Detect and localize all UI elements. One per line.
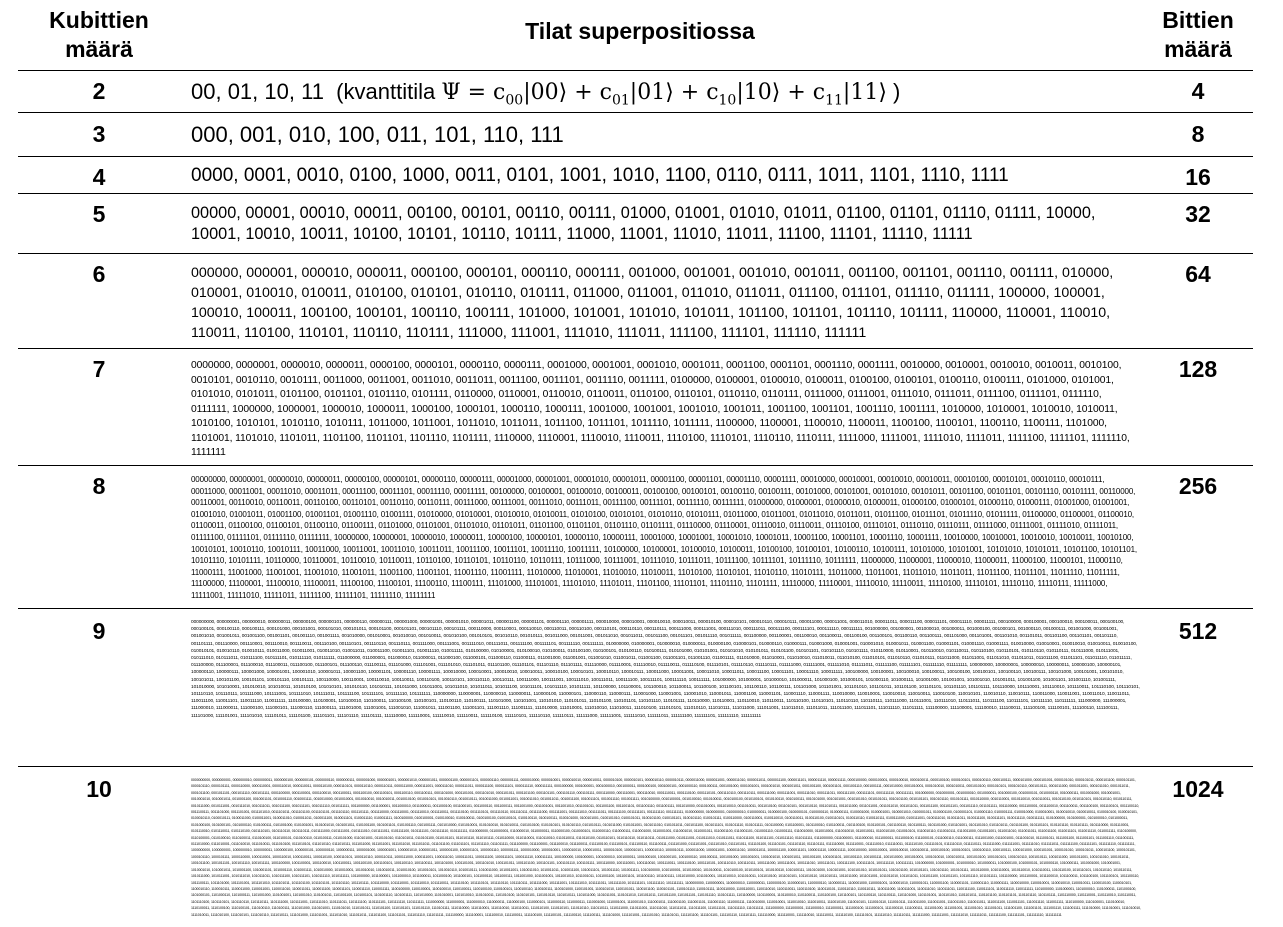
table-row [18, 194, 1253, 254]
bits-column-header: Bittien määrä [1162, 7, 1234, 62]
qubit-count: 7 [92, 356, 106, 382]
qubit-count: 8 [92, 473, 106, 499]
table-row [18, 466, 1253, 609]
bit-count: 64 [1185, 261, 1211, 287]
table-row [18, 113, 1253, 157]
qubit-state-table [18, 0, 1253, 927]
states-cell: 0000000000, 0000000001, 0000000010, 0000000011, 0000000100, 0000000101, 0000000110, 0000000111, 0000001000, 0000001001, 0000001010, 0000001011, 0000001100, 0000001101, 0000001110, 0000001111, 0000010000, 0000010001, 0000010010, 0000010011, 0000010100, 0000010101, 0000010110, 0000010111, 0000011000, 0000011001, 0000011010, 0000011011, 0000011100, 0000011101, 0000011110, 0000011111, 0000100000, 0000100001, 0000100010, 0000100011, 0000100100, 0000100101, 0000100110, 0000100111, 0000101000, 0000101001, 0000101010, 0000101011, 0000101100, 0000101101, 0000101110, 0000101111, 0000110000, 0000110001, 0000110010, 0000110011, 0000110100, 0000110101, 0000110110, 0000110111, 0000111000, 0000111001, 0000111010, 0000111011, 0000111100, 0000111101, 0000111110, 0000111111, 0001000000, 0001000001, 0001000010, 0001000011, 0001000100, 0001000101, 0001000110, 0001000111, 0001001000, 0001001001, 0001001010, 0001001011, 0001001100, 0001001101, 0001001110, 0001001111, 0001010000, 0001010001, 0001010010, 0001010011, 0001010100, 0001010101, 0001010110, 0001010111, 0001011000, 0001011001, 0001011010, 0001011011, 0001011100, 0001011101, 0001011110, 0001011111, 0001100000, 0001100001, 0001100010, 0001100011, 0001100100, 0001100101, 0001100110, 0001100111, 0001101000, 0001101001, 0001101010, 0001101011, 0001101100, 0001101101, 0001101110, 0001101111, 0001110000, 0001110001, 0001110010, 0001110011, 0001110100, 0001110101, 0001110110, 0001110111, 0001111000, 0001111001, 0001111010, 0001111011, 0001111100, 0001111101, 0001111110, 0001111111, 0010000000, 0010000001, 0010000010, 0010000011, 0010000100, 0010000101, 0010000110, 0010000111, 0010001000, 0010001001, 0010001010, 0010001011, 0010001100, 0010001101, 0010001110, 0010001111, 0010010000, 0010010001, 0010010010, 0010010011, 0010010100, 0010010101, 0010010110, 0010010111, 0010011000, 0010011001, 0010011010, 0010011011, 0010011100, 0010011101, 0010011110, 0010011111, 0010100000, 0010100001, 0010100010, 0010100011, 0010100100, 0010100101, 0010100110, 0010100111, 0010101000, 0010101001, 0010101010, 0010101011, 0010101100, 0010101101, 0010101110, 0010101111, 0010110000, 0010110001, 0010110010, 0010110011, 0010110100, 0010110101, 0010110110, 0010110111, 0010111000, 0010111001, 0010111010, 0010111011, 0010111100, 0010111101, 0010111110, 0010111111, 0011000000, 0011000001, 0011000010, 0011000011, 0011000100, 0011000101, 0011000110, 0011000111, 0011001000, 0011001001, 0011001010, 0011001011, 0011001100, 0011001101, 0011001110, 0011001111, 0011010000, 0011010001, 0011010010, 0011010011, 0011010100, 0011010101, 0011010110, 0011010111, 0011011000, 0011011001, 0011011010, 0011011011, 0011011100, 0011011101, 0011011110, 0011011111, 0011100000, 0011100001, 0011100010, 0011100011, 0011100100, 0011100101, 0011100110, 0011100111, 0011101000, 0011101001, 0011101010, 0011101011, 0011101100, 0011101101, 0011101110, 0011101111, 0011110000, 0011110001, 0011110010, 0011110011, 0011110100, 0011110101, 0011110110, 0011110111, 0011111000, 0011111001, 0011111010, 0011111011, 0011111100, 0011111101, 0011111110, 0011111111, 0100000000, 0100000001, 0100000010, 0100000011, 0100000100, 0100000101, 0100000110, 0100000111, 0100001000, 0100001001, 0100001010, 0100001011, 0100001100, 0100001101, 0100001110, 0100001111, 0100010000, 0100010001, 0100010010, 0100010011, 0100010100, 0100010101, 0100010110, 0100010111, 0100011000, 0100011001, 0100011010, 0100011011, 0100011100, 0100011101, 0100011110, 0100011111, 0100100000, 0100100001, 0100100010, 0100100011, 0100100100, 0100100101, 0100100110, 0100100111, 0100101000, 0100101001, 0100101010, 0100101011, 0100101100, 0100101101, 0100101110, 0100101111, 0100110000, 0100110001, 0100110010, 0100110011, 0100110100, 0100110101, 0100110110, 0100110111, 0100111000, 0100111001, 0100111010, 0100111011, 0100111100, 0100111101, 0100111110, 0100111111, 0101000000, 0101000001, 0101000010, 0101000011, 0101000100, 0101000101, 0101000110, 0101000111, 0101001000, 0101001001, 0101001010, 0101001011, 0101001100, 0101001101, 0101001110, 0101001111, 0101010000, 0101010001, 0101010010, 0101010011, 0101010100, 0101010101, 0101010110, 0101010111, 0101011000, 0101011001, 0101011010, 0101011011, 0101011100, 0101011101, 0101011110, 0101011111, 0101100000, 0101100001, 0101100010, 0101100011, 0101100100, 0101100101, 0101100110, 0101100111, 0101101000, 0101101001, 0101101010, 0101101011, 0101101100, 0101101101, 0101101110, 0101101111, 0101110000, 0101110001, 0101110010, 0101110011, 0101110100, 0101110101, 0101110110, 0101110111, 0101111000, 0101111001, 0101111010, 0101111011, 0101111100, 0101111101, 0101111110, 0101111111, 0110000000, 0110000001, 0110000010, 0110000011, 0110000100, 0110000101, 0110000110, 0110000111, 0110001000, 0110001001, 0110001010, 0110001011, 0110001100, 0110001101, 0110001110, 0110001111, 0110010000, 0110010001, 0110010010, 0110010011, 0110010100, 0110010101, 0110010110, 0110010111, 0110011000, 0110011001, 0110011010, 0110011011, 0110011100, 0110011101, 0110011110, 0110011111, 0110100000, 0110100001, 0110100010, 0110100011, 0110100100, 0110100101, 0110100110, 0110100111, 0110101000, 0110101001, 0110101010, 0110101011, 0110101100, 0110101101, 0110101110, 0110101111, 0110110000, 0110110001, 0110110010, 0110110011, 0110110100, 0110110101, 0110110110, 0110110111, 0110111000, 0110111001, 0110111010, 0110111011, 0110111100, 0110111101, 0110111110, 0110111111, 0111000000, 0111000001, 0111000010, 0111000011, 0111000100, 0111000101, 0111000110, 0111000111, 0111001000, 0111001001, 0111001010, 0111001011, 0111001100, 0111001101, 0111001110, 0111001111, 0111010000, 0111010001, 0111010010, 0111010011, 0111010100, 0111010101, 0111010110, 0111010111, 0111011000, 0111011001, 0111011010, 0111011011, 0111011100, 0111011101, 0111011110, 0111011111, 0111100000, 0111100001, 0111100010, 0111100011, 0111100100, 0111100101, 0111100110, 0111100111, 0111101000, 0111101001, 0111101010, 0111101011, 0111101100, 0111101101, 0111101110, 0111101111, 0111110000, 0111110001, 0111110010, 0111110011, 0111110100, 0111110101, 0111110110, 0111110111, 0111111000, 0111111001, 0111111010, 0111111011, 0111111100, 0111111101, 0111111110, 0111111111, 1000000000, 1000000001, 1000000010, 1000000011, 1000000100, 1000000101, 1000000110, 1000000111, 1000001000, 1000001001, 1000001010, 1000001011, 1000001100, 1000001101, 1000001110, 1000001111, 1000010000, 1000010001, 1000010010, 1000010011, 1000010100, 1000010101, 1000010110, 1000010111, 1000011000, 1000011001, 1000011010, 1000011011, 1000011100, 1000011101, 1000011110, 1000011111, 1000100000, 1000100001, 1000100010, 1000100011, 1000100100, 1000100101, 1000100110, 1000100111, 1000101000, 1000101001, 1000101010, 1000101011, 1000101100, 1000101101, 1000101110, 1000101111, 1000110000, 1000110001, 1000110010, 1000110011, 1000110100, 1000110101, 1000110110, 1000110111, 1000111000, 1000111001, 1000111010, 1000111011, 1000111100, 1000111101, 1000111110, 1000111111, 1001000000, 1001000001, 1001000010, 1001000011, 1001000100, 1001000101, 1001000110, 1001000111, 1001001000, 1001001001, 1001001010, 1001001011, 1001001100, 1001001101, 1001001110, 1001001111, 1001010000, 1001010001, 1001010010, 1001010011, 1001010100, 1001010101, 1001010110, 1001010111, 1001011000, 1001011001, 1001011010, 1001011011, 1001011100, 1001011101, 1001011110, 1001011111, 1001100000, 1001100001, 1001100010, 1001100011, 1001100100, 1001100101, 1001100110, 1001100111, 1001101000, 1001101001, 1001101010, 1001101011, 1001101100, 1001101101, 1001101110, 1001101111, 1001110000, 1001110001, 1001110010, 1001110011, 1001110100, 1001110101, 1001110110, 1001110111, 1001111000, 1001111001, 1001111010, 1001111011, 1001111100, 1001111101, 1001111110, 1001111111, 1010000000, 1010000001, 1010000010, 1010000011, 1010000100, 1010000101, 1010000110, 1010000111, 1010001000, 1010001001, 1010001010, 1010001011, 1010001100, 1010001101, 1010001110, 1010001111, 1010010000, 1010010001, 1010010010, 1010010011, 1010010100, 1010010101, 1010010110, 1010010111, 1010011000, 1010011001, 1010011010, 1010011011, 1010011100, 1010011101, 1010011110, 1010011111, 1010100000, 1010100001, 1010100010, 1010100011, 1010100100, 1010100101, 1010100110, 1010100111, 1010101000, 1010101001, 1010101010, 1010101011, 1010101100, 1010101101, 1010101110, 1010101111, 1010110000, 1010110001, 1010110010, 1010110011, 1010110100, 1010110101, 1010110110, 1010110111, 1010111000, 1010111001, 1010111010, 1010111011, 1010111100, 1010111101, 1010111110, 1010111111, 1011000000, 1011000001, 1011000010, 1011000011, 1011000100, 1011000101, 1011000110, 1011000111, 1011001000, 1011001001, 1011001010, 1011001011, 1011001100, 1011001101, 1011001110, 1011001111, 1011010000, 1011010001, 1011010010, 1011010011, 1011010100, 1011010101, 1011010110, 1011010111, 1011011000, 1011011001, 1011011010, 1011011011, 1011011100, 1011011101, 1011011110, 1011011111, 1011100000, 1011100001, 1011100010, 1011100011, 1011100100, 1011100101, 1011100110, 1011100111, 1011101000, 1011101001, 1011101010, 1011101011, 1011101100, 1011101101, 1011101110, 1011101111, 1011110000, 1011110001, 1011110010, 1011110011, 1011110100, 1011110101, 1011110110, 1011110111, 1011111000, 1011111001, 1011111010, 1011111011, 1011111100, 1011111101, 1011111110, 1011111111, 1100000000, 1100000001, 1100000010, 1100000011, 1100000100, 1100000101, 1100000110, 1100000111, 1100001000, 1100001001, 1100001010, 1100001011, 1100001100, 1100001101, 1100001110, 1100001111, 1100010000, 1100010001, 1100010010, 1100010011, 1100010100, 1100010101, 1100010110, 1100010111, 1100011000, 1100011001, 1100011010, 1100011011, 1100011100, 1100011101, 1100011110, 1100011111, 1100100000, 1100100001, 1100100010, 1100100011, 1100100100, 1100100101, 1100100110, 1100100111, 1100101000, 1100101001, 1100101010, 1100101011, 1100101100, 1100101101, 1100101110, 1100101111, 1100110000, 1100110001, 1100110010, 1100110011, 1100110100, 1100110101, 1100110110, 1100110111, 1100111000, 1100111001, 1100111010, 1100111011, 1100111100, 1100111101, 1100111110, 1100111111, 1101000000, 1101000001, 1101000010, 1101000011, 1101000100, 1101000101, 1101000110, 1101000111, 1101001000, 1101001001, 1101001010, 1101001011, 1101001100, 1101001101, 1101001110, 1101001111, 1101010000, 1101010001, 1101010010, 1101010011, 1101010100, 1101010101, 1101010110, 1101010111, 1101011000, 1101011001, 1101011010, 1101011011, 1101011100, 1101011101, 1101011110, 1101011111, 1101100000, 1101100001, 1101100010, 1101100011, 1101100100, 1101100101, 1101100110, 1101100111, 1101101000, 1101101001, 1101101010, 1101101011, 1101101100, 1101101101, 1101101110, 1101101111, 1101110000, 1101110001, 1101110010, 1101110011, 1101110100, 1101110101, 1101110110, 1101110111, 1101111000, 1101111001, 1101111010, 1101111011, 1101111100, 1101111101, 1101111110, 1101111111, 1110000000, 1110000001, 1110000010, 1110000011, 1110000100, 1110000101, 1110000110, 1110000111, 1110001000, 1110001001, 1110001010, 1110001011, 1110001100, 1110001101, 1110001110, 1110001111, 1110010000, 1110010001, 1110010010, 1110010011, 1110010100, 1110010101, 1110010110, 1110010111, 1110011000, 1110011001, 1110011010, 1110011011, 1110011100, 1110011101, 1110011110, 1110011111, 1110100000, 1110100001, 1110100010, 1110100011, 1110100100, 1110100101, 1110100110, 1110100111, 1110101000, 1110101001, 1110101010, 1110101011, 1110101100, 1110101101, 1110101110, 1110101111, 1110110000, 1110110001, 1110110010, 1110110011, 1110110100, 1110110101, 1110110110, 1110110111, 1110111000, 1110111001, 1110111010, 1110111011, 1110111100, 1110111101, 1110111110, 1110111111, 1111000000, 1111000001, 1111000010, 1111000011, 1111000100, 1111000101, 1111000110, 1111000111, 1111001000, 1111001001, 1111001010, 1111001011, 1111001100, 1111001101, 1111001110, 1111001111, 1111010000, 1111010001, 1111010010, 1111010011, 1111010100, 1111010101, 1111010110, 1111010111, 1111011000, 1111011001, 1111011010, 1111011011, 1111011100, 1111011101, 1111011110, 1111011111, 1111100000, 1111100001, 1111100010, 1111100011, 1111100100, 1111100101, 1111100110, 1111100111, 1111101000, 1111101001, 1111101010, 1111101011, 1111101100, 1111101101, 1111101110, 1111101111, 1111110000, 1111110001, 1111110010, 1111110011, 1111110100, 1111110101, 1111110110, 1111110111, 1111111000, 1111111001, 1111111010, 1111111011, 1111111100, 1111111101, 1111111110, 1111111111 [191, 778, 1141, 917]
formula-sub-00: 00 [505, 92, 524, 109]
table-row [18, 254, 1253, 349]
bit-count: 128 [1178, 356, 1218, 382]
qubit-count: 4 [92, 164, 106, 190]
formula-ket-01: |01⟩ + c [629, 80, 719, 105]
formula-sub-10: 10 [718, 92, 737, 109]
qubits-column-header: Kubittien määrä [49, 7, 149, 62]
table-row [18, 71, 1253, 113]
formula-ket-00: |00⟩ + c [523, 80, 612, 105]
states-cell: 000, 001, 010, 100, 011, 101, 110, 111 [191, 122, 564, 147]
formula-psi: Ψ = c [441, 80, 506, 105]
quantum-state-formula [441, 80, 887, 109]
states-cell [191, 76, 1141, 116]
bit-count: 32 [1185, 201, 1211, 227]
states-cell: 0000, 0001, 0010, 0100, 1000, 0011, 0101, 1001, 1010, 1100, 0110, 0111, 1011, 1101, 1110, 1111 [191, 165, 1009, 186]
states-cell: 000000000, 000000001, 000000010, 000000011, 000000100, 000000101, 000000110, 000000111, 000001000, 000001001, 000001010, 000001011, 000001100, 000001101, 000001110, 000001111, 000010000, 000010001, 000010010, 000010011, 000010100, 000010101, 000010110, 000010111, 000011000, 000011001, 000011010, 000011011, 000011100, 000011101, 000011110, 000011111, 000100000, 000100001, 000100010, 000100011, 000100100, 000100101, 000100110, 000100111, 000101000, 000101001, 000101010, 000101011, 000101100, 000101101, 000101110, 000101111, 000110000, 000110001, 000110010, 000110011, 000110100, 000110101, 000110110, 000110111, 000111000, 000111001, 000111010, 000111011, 000111100, 000111101, 000111110, 000111111, 001000000, 001000001, 001000010, 001000011, 001000100, 001000101, 001000110, 001000111, 001001000, 001001001, 001001010, 001001011, 001001100, 001001101, 001001110, 001001111, 001010000, 001010001, 001010010, 001010011, 001010100, 001010101, 001010110, 001010111, 001011000, 001011001, 001011010, 001011011, 001011100, 001011101, 001011110, 001011111, 001100000, 001100001, 001100010, 001100011, 001100100, 001100101, 001100110, 001100111, 001101000, 001101001, 001101010, 001101011, 001101100, 001101101, 001101110, 001101111, 001110000, 001110001, 001110010, 001110011, 001110100, 001110101, 001110110, 001110111, 001111000, 001111001, 001111010, 001111011, 001111100, 001111101, 001111110, 001111111, 010000000, 010000001, 010000010, 010000011, 010000100, 010000101, 010000110, 010000111, 010001000, 010001001, 010001010, 010001011, 010001100, 010001101, 010001110, 010001111, 010010000, 010010001, 010010010, 010010011, 010010100, 010010101, 010010110, 010010111, 010011000, 010011001, 010011010, 010011011, 010011100, 010011101, 010011110, 010011111, 010100000, 010100001, 010100010, 010100011, 010100100, 010100101, 010100110, 010100111, 010101000, 010101001, 010101010, 010101011, 010101100, 010101101, 010101110, 010101111, 010110000, 010110001, 010110010, 010110011, 010110100, 010110101, 010110110, 010110111, 010111000, 010111001, 010111010, 010111011, 010111100, 010111101, 010111110, 010111111, 011000000, 011000001, 011000010, 011000011, 011000100, 011000101, 011000110, 011000111, 011001000, 011001001, 011001010, 011001011, 011001100, 011001101, 011001110, 011001111, 011010000, 011010001, 011010010, 011010011, 011010100, 011010101, 011010110, 011010111, 011011000, 011011001, 011011010, 011011011, 011011100, 011011101, 011011110, 011011111, 011100000, 011100001, 011100010, 011100011, 011100100, 011100101, 011100110, 011100111, 011101000, 011101001, 011101010, 011101011, 011101100, 011101101, 011101110, 011101111, 011110000, 011110001, 011110010, 011110011, 011110100, 011110101, 011110110, 011110111, 011111000, 011111001, 011111010, 011111011, 011111100, 011111101, 011111110, 011111111, 100000000, 100000001, 100000010, 100000011, 100000100, 100000101, 100000110, 100000111, 100001000, 100001001, 100001010, 100001011, 100001100, 100001101, 100001110, 100001111, 100010000, 100010001, 100010010, 100010011, 100010100, 100010101, 100010110, 100010111, 100011000, 100011001, 100011010, 100011011, 100011100, 100011101, 100011110, 100011111, 100100000, 100100001, 100100010, 100100011, 100100100, 100100101, 100100110, 100100111, 100101000, 100101001, 100101010, 100101011, 100101100, 100101101, 100101110, 100101111, 100110000, 100110001, 100110010, 100110011, 100110100, 100110101, 100110110, 100110111, 100111000, 100111001, 100111010, 100111011, 100111100, 100111101, 100111110, 100111111, 101000000, 101000001, 101000010, 101000011, 101000100, 101000101, 101000110, 101000111, 101001000, 101001001, 101001010, 101001011, 101001100, 101001101, 101001110, 101001111, 101010000, 101010001, 101010010, 101010011, 101010100, 101010101, 101010110, 101010111, 101011000, 101011001, 101011010, 101011011, 101011100, 101011101, 101011110, 101011111, 101100000, 101100001, 101100010, 101100011, 101100100, 101100101, 101100110, 101100111, 101101000, 101101001, 101101010, 101101011, 101101100, 101101101, 101101110, 101101111, 101110000, 101110001, 101110010, 101110011, 101110100, 101110101, 101110110, 101110111, 101111000, 101111001, 101111010, 101111011, 101111100, 101111101, 101111110, 101111111, 110000000, 110000001, 110000010, 110000011, 110000100, 110000101, 110000110, 110000111, 110001000, 110001001, 110001010, 110001011, 110001100, 110001101, 110001110, 110001111, 110010000, 110010001, 110010010, 110010011, 110010100, 110010101, 110010110, 110010111, 110011000, 110011001, 110011010, 110011011, 110011100, 110011101, 110011110, 110011111, 110100000, 110100001, 110100010, 110100011, 110100100, 110100101, 110100110, 110100111, 110101000, 110101001, 110101010, 110101011, 110101100, 110101101, 110101110, 110101111, 110110000, 110110001, 110110010, 110110011, 110110100, 110110101, 110110110, 110110111, 110111000, 110111001, 110111010, 110111011, 110111100, 110111101, 110111110, 110111111, 111000000, 111000001, 111000010, 111000011, 111000100, 111000101, 111000110, 111000111, 111001000, 111001001, 111001010, 111001011, 111001100, 111001101, 111001110, 111001111, 111010000, 111010001, 111010010, 111010011, 111010100, 111010101, 111010110, 111010111, 111011000, 111011001, 111011010, 111011011, 111011100, 111011101, 111011110, 111011111, 111100000, 111100001, 111100010, 111100011, 111100100, 111100101, 111100110, 111100111, 111101000, 111101001, 111101010, 111101011, 111101100, 111101101, 111101110, 111101111, 111110000, 111110001, 111110010, 111110011, 111110100, 111110101, 111110110, 111110111, 111111000, 111111001, 111111010, 111111011, 111111100, 111111101, 111111110, 111111111 [191, 620, 1140, 719]
qubit-count: 10 [86, 776, 112, 802]
table-row [18, 157, 1253, 194]
bit-count: 256 [1178, 473, 1218, 499]
quantum-state-suffix: ) [893, 79, 901, 104]
bit-count: 512 [1178, 618, 1218, 644]
qubit-count: 5 [92, 201, 106, 227]
qubit-count: 6 [92, 261, 106, 287]
qubit-count: 2 [92, 78, 106, 104]
bit-count: 8 [1191, 121, 1205, 147]
formula-sub-01: 01 [611, 92, 630, 109]
states-column-header: Tilat superpositiossa [525, 18, 755, 44]
states-cell: 0000000, 0000001, 0000010, 0000011, 0000100, 0000101, 0000110, 0000111, 0001000, 0001001, 0001010, 0001011, 0001100, 0001101, 0001110, 0001111, 0010000, 0010001, 0010010, 0010011, 0010100, 0010101, 0010110, 0010111, 0011000, 0011001, 0011010, 0011011, 0011100, 0011101, 0011110, 0011111, 0100000, 0100001, 0100010, 0100011, 0100100, 0100101, 0100110, 0100111, 0101000, 0101001, 0101010, 0101011, 0101100, 0101101, 0101110, 0101111, 0110000, 0110001, 0110010, 0110011, 0110100, 0110101, 0110110, 0110111, 0111000, 0111001, 0111010, 0111011, 0111100, 0111101, 0111110, 0111111, 1000000, 1000001, 1000010, 1000011, 1000100, 1000101, 1000110, 1000111, 1001000, 1001001, 1001010, 1001011, 1001100, 1001101, 1001110, 1001111, 1010000, 1010001, 1010010, 1010011, 1010100, 1010101, 1010110, 1010111, 1011000, 1011001, 1011010, 1011011, 1011100, 1011101, 1011110, 1011111, 1100000, 1100001, 1100010, 1100011, 1100100, 1100101, 1100110, 1100111, 1101000, 1101001, 1101010, 1101011, 1101100, 1101101, 1101110, 1101111, 1110000, 1110001, 1110010, 1110011, 1110100, 1110101, 1110110, 1110111, 1111000, 1111001, 1111010, 1111011, 1111100, 1111101, 1111110, 1111111 [191, 360, 1130, 458]
bit-count: 16 [1185, 164, 1211, 190]
formula-ket-10: |10⟩ + c [736, 80, 826, 105]
formula-sub-11: 11 [825, 92, 843, 109]
bit-count: 1024 [1172, 776, 1224, 802]
table-row [18, 767, 1253, 927]
states-cell: 00000, 00001, 00010, 00011, 00100, 00101, 00110, 00111, 01000, 01001, 01010, 01011, 01100, 01101, 01110, 01111, 10000, 10001, 10010, 10011, 10100, 10101, 10110, 10111, 11000, 11001, 11010, 11011, 11100, 11101, 11110, 11111 [191, 204, 1096, 243]
qubit-count: 3 [92, 121, 106, 147]
states-list: 00, 01, 10, 11 [191, 79, 324, 104]
table-row [18, 609, 1253, 767]
qubit-count: 9 [92, 618, 106, 644]
states-cell: 000000, 000001, 000010, 000011, 000100, 000101, 000110, 000111, 001000, 001001, 001010, 001011, 001100, 001101, 001110, 001111, 010000, 010001, 010010, 010011, 010100, 010101, 010110, 010111, 011000, 011001, 011010, 011011, 011100, 011101, 011110, 011111, 100000, 100001, 100010, 100011, 100100, 100101, 100110, 100111, 101000, 101001, 101010, 101011, 101100, 101101, 101110, 101111, 110000, 110001, 110010, 110011, 110100, 110101, 110110, 110111, 111000, 111001, 111010, 111011, 111100, 111101, 111110, 111111 [191, 265, 1114, 341]
formula-ket-11: |11⟩ [842, 80, 887, 105]
bit-count: 4 [1191, 78, 1205, 104]
quantum-state-prefix: (kvanttitila [336, 79, 436, 104]
states-cell: 00000000, 00000001, 00000010, 00000011, 00000100, 00000101, 00000110, 00000111, 00001000, 00001001, 00001010, 00001011, 00001100, 00001101, 00001110, 00001111, 00010000, 00010001, 00010010, 00010011, 00010100, 00010101, 00010110, 00010111, 00011000, 00011001, 00011010, 00011011, 00011100, 00011101, 00011110, 00011111, 00100000, 00100001, 00100010, 00100011, 00100100, 00100101, 00100110, 00100111, 00101000, 00101001, 00101010, 00101011, 00101100, 00101101, 00101110, 00101111, 00110000, 00110001, 00110010, 00110011, 00110100, 00110101, 00110110, 00110111, 00111000, 00111001, 00111010, 00111011, 00111100, 00111101, 00111110, 00111111, 01000000, 01000001, 01000010, 01000011, 01000100, 01000101, 01000110, 01000111, 01001000, 01001001, 01001010, 01001011, 01001100, 01001101, 01001110, 01001111, 01010000, 01010001, 01010010, 01010011, 01010100, 01010101, 01010110, 01010111, 01011000, 01011001, 01011010, 01011011, 01011100, 01011101, 01011110, 01011111, 01100000, 01100001, 01100010, 01100011, 01100100, 01100101, 01100110, 01100111, 01101000, 01101001, 01101010, 01101011, 01101100, 01101101, 01101110, 01101111, 01110000, 01110001, 01110010, 01110011, 01110100, 01110101, 01110110, 01110111, 01111000, 01111001, 01111010, 01111011, 01111100, 01111101, 01111110, 01111111, 10000000, 10000001, 10000010, 10000011, 10000100, 10000101, 10000110, 10000111, 10001000, 10001001, 10001010, 10001011, 10001100, 10001101, 10001110, 10001111, 10010000, 10010001, 10010010, 10010011, 10010100, 10010101, 10010110, 10010111, 10011000, 10011001, 10011010, 10011011, 10011100, 10011101, 10011110, 10011111, 10100000, 10100001, 10100010, 10100011, 10100100, 10100101, 10100110, 10100111, 10101000, 10101001, 10101010, 10101011, 10101100, 10101101, 10101110, 10101111, 10110000, 10110001, 10110010, 10110011, 10110100, 10110101, 10110110, 10110111, 10111000, 10111001, 10111010, 10111011, 10111100, 10111101, 10111110, 10111111, 11000000, 11000001, 11000010, 11000011, 11000100, 11000101, 11000110, 11000111, 11001000, 11001001, 11001010, 11001011, 11001100, 11001101, 11001110, 11001111, 11010000, 11010001, 11010010, 11010011, 11010100, 11010101, 11010110, 11010111, 11011000, 11011001, 11011010, 11011011, 11011100, 11011101, 11011110, 11011111, 11100000, 11100001, 11100010, 11100011, 11100100, 11100101, 11100110, 11100111, 11101000, 11101001, 11101010, 11101011, 11101100, 11101101, 11101110, 11101111, 11110000, 11110001, 11110010, 11110011, 11110100, 11110101, 11110110, 11110111, 11111000, 11111001, 11111010, 11111011, 11111100, 11111101, 11111110, 11111111 [191, 475, 1137, 600]
table-row [18, 349, 1253, 466]
table-header [18, 0, 1253, 71]
